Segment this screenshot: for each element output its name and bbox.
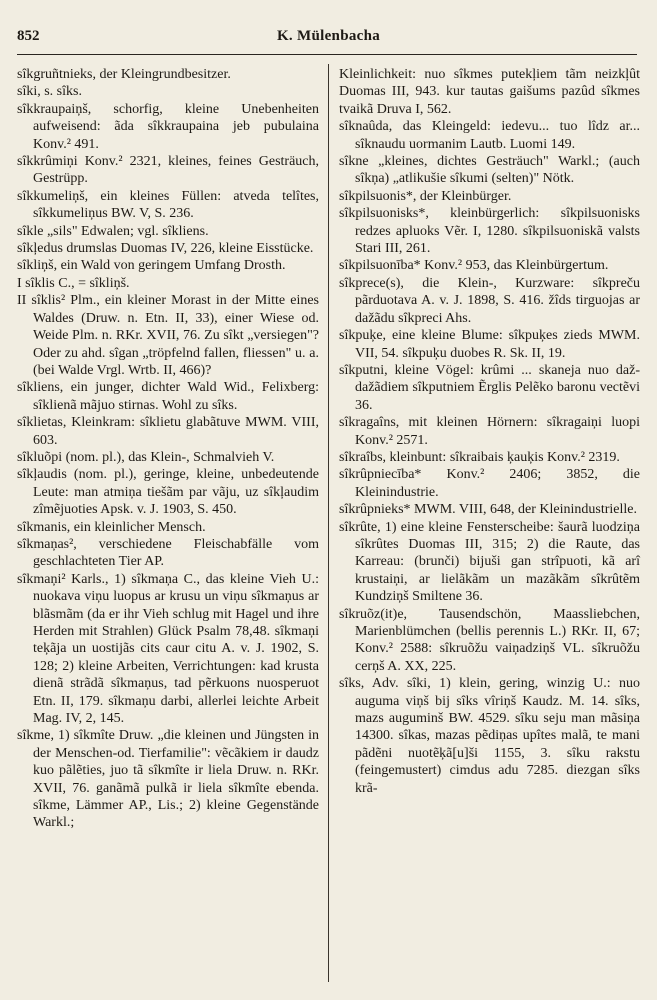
dictionary-entry: sîkruõz(it)e, Tausendschön, Maassliebchen, Marienblümchen (bellis perennis L.) RKr. II, 67; Konv.² 2588: sîkruõžu vaiņadziņš VL. sîkruõžu cerņš A. XX, 225. <box>339 606 640 674</box>
dictionary-entry: sîkliņš, ein Wald von geringem Umfang Drosth. <box>17 258 286 274</box>
dictionary-entry: sîkprece(s), die Klein-, Kurzware: sîkpreču pãrduotava A. v. J. 1898, S. 416. žîds tirguojas ar dažãdu sîkpreci Ahs. <box>339 275 640 326</box>
dictionary-entry: sîkkumeliņš, ein kleines Füllen: atveda telîtes, sîkkumeliņus BW. V, S. 236. <box>17 188 319 222</box>
dictionary-entry: sîkne „kleines, dichtes Gesträuch" Warkl.; (auch sîkņa) „atlikušie sîkumi (selten)" Nötk. <box>339 154 640 187</box>
dictionary-entry: sîkpuķe, eine kleine Blume: sîkpuķes zieds MWM. VII, 54. sîkpuķu duobes R. Sk. II, 19. <box>339 328 640 361</box>
dictionary-entry: sîkgruñtnieks, der Kleingrundbesitzer. <box>17 67 231 82</box>
dictionary-entry: sîkputni, kleine Vögel: krûmi ... skaneja nuo daž-dažãdiem sîkputniem Ẽrglis Pelẽko baronu vectẽvi 36. <box>339 362 640 413</box>
dictionary-entry: sîkliens, ein junger, dichter Wald Wid., Felixberg: sîklienã mãjuo stirnas. Wohl zu sîks. <box>17 380 319 413</box>
page-title: K. Mülenbacha <box>276 28 381 44</box>
dictionary-entry: Kleinlichkeit: nuo sîkmes putekļiem tãm neizkļût Duomas III, 943. kur tautas gaišums pazûd sîkmes tvaikã Druva I, 562. <box>339 67 640 117</box>
dictionary-entry: sîkluõpi (nom. pl.), das Klein-, Schmalvieh V. <box>17 449 275 465</box>
left-column <box>17 66 319 832</box>
dictionary-entry: II sîklis² Plm., ein kleiner Morast in der Mitte eines Waldes (Druw. n. Etn. II, 33), einer Wiese od. Weide Plm. n. RKr. XVII, 76. Zu sîkt „versiegen"? Oder zu ahd. sîgan „tröpfelnd fallen, fliessen" u. a. (bei Walde Vrgl. Wrtb. II, 466)? <box>17 293 319 378</box>
dictionary-entry: sîkmaņi² Karls., 1) sîkmaņa C., das kleine Vieh U.: nuokava viņu luopus ar krusu un viņu sîkmaņus ar blãsmãm (da er ihr Vieh schlug mit Hagel und ihre Herden mit Strahlen) Glück Psalm 78,48. sîkmaņi teķãja un uostijãs cits caur citu A. v. J. 1902, S. 128; 2) kleine Arbeiten, Verrichtungen: kad krusta dienã strãdã sîkmaņus, tad pẽrkuons nuosperuot Etn. II, 179. sîkmaņu darbi, allerlei leichte Arbeit Mag. IV, 2, 145. <box>17 571 319 727</box>
dictionary-entry: sîkraîbs, kleinbunt: sîkraibais ķauķis Konv.² 2319. <box>339 449 620 465</box>
header-rule <box>17 54 637 55</box>
dictionary-entry: sîkmanis, ein kleinlicher Mensch. <box>17 519 206 535</box>
dictionary-entry: sîkpilsuonība* Konv.² 953, das Kleinbürgertum. <box>339 258 609 274</box>
column-divider <box>328 64 329 982</box>
dictionary-entry: sîks, Adv. sîki, 1) klein, gering, winzig U.: nuo auguma viņš bij sîks vîriņš Kaudz. M. 14. sîks, mazs auguminš BW. 4529. sîku seju man mãsiņa 14300. sîkas, mazas pẽdiņas upîtes malã, te mani pãdẽni nuotẽķã[u]ši 1155, 3. sîku rakstu (feingemustert) cimdus adu 7285. diezgan sîks krã- <box>339 676 640 796</box>
dictionary-entry: sîkkrûmiņi Konv.² 2321, kleines, feines Gesträuch, Gestrüpp. <box>17 154 319 187</box>
dictionary-entry: sîkrûpniecība* Konv.² 2406; 3852, die Kleinindustrie. <box>339 467 640 500</box>
dictionary-entry: sîkme, 1) sîkmîte Druw. „die kleinen und Jüngsten in der Menschen-od. Tierfamilie": vẽcãkiem ir daudz kuo pãlẽties, juo tã sîkmîte ir liela Druw. n. RKr. XVII, 76. ganãmã pulkã ir liela sîkmîte ebenda. sîkme, Lämmer AP., Lis.; 2) kleine Gegenstände Warkl.; <box>17 728 319 831</box>
page-number: 852 <box>17 28 40 44</box>
dictionary-entry: sîkkraupaiņš, schorfig, kleine Unebenheiten aufweisend: ãda sîkkraupaina jeb pubulaina Konv.² 491. <box>17 101 319 152</box>
dictionary-entry: sîkmaņas², verschiedene Fleischabfälle vom geschlachteten Tier AP. <box>17 536 319 570</box>
dictionary-entry: sîkpilsuonis*, der Kleinbürger. <box>339 188 512 204</box>
dictionary-entry: sîkle „sils" Edwalen; vgl. sîkliens. <box>17 223 209 239</box>
right-column <box>339 66 640 797</box>
dictionary-entry: sîkļaudis (nom. pl.), geringe, kleine, unbedeutende Leute: man atmiņa tiešãm par vãju, uz sîkļaudim zîmẽjuoties Apsk. v. J. 1903, S. 450. <box>17 467 319 518</box>
dictionary-entry: sîknaûda, das Kleingeld: iedevu... tuo lîdz ar... sîknaudu uormanim Lautb. Luomi 149. <box>339 119 640 152</box>
dictionary-entry: sîkragaîns, mit kleinen Hörnern: sîkragaiņi luopi Konv.² 2571. <box>339 415 640 448</box>
dictionary-entry: sîkrûte, 1) eine kleine Fensterscheibe: šaurã luodziņa sîkrûtes Duomas III, 315; 2) die Raute, das Karreau: (brunči) bijuši gan strîpuoti, kã arî krustaiņi, ar lielãkãm un mazãkãm sîkrûtẽm Kundziņš Smiltene 36. <box>339 519 640 605</box>
dictionary-entry: sîklietas, Kleinkram: sîklietu glabãtuve MWM. VIII, 603. <box>17 415 319 448</box>
dictionary-entry: I sîklis C., = sîkliņš. <box>17 275 130 291</box>
dictionary-entry: sîkpilsuonisks*, kleinbürgerlich: sîkpilsuonisks redzes apluoks Vẽr. I, 1280. sîkpilsuoniskã valsts Stari III, 261. <box>339 206 640 257</box>
dictionary-entry: sîkļedus drumslas Duomas IV, 226, kleine Eisstücke. <box>17 241 314 257</box>
dictionary-entry: sîki, s. sîks. <box>17 84 82 100</box>
dictionary-entry: sîkrûpnieks* MWM. VIII, 648, der Kleinindustrielle. <box>339 502 637 518</box>
